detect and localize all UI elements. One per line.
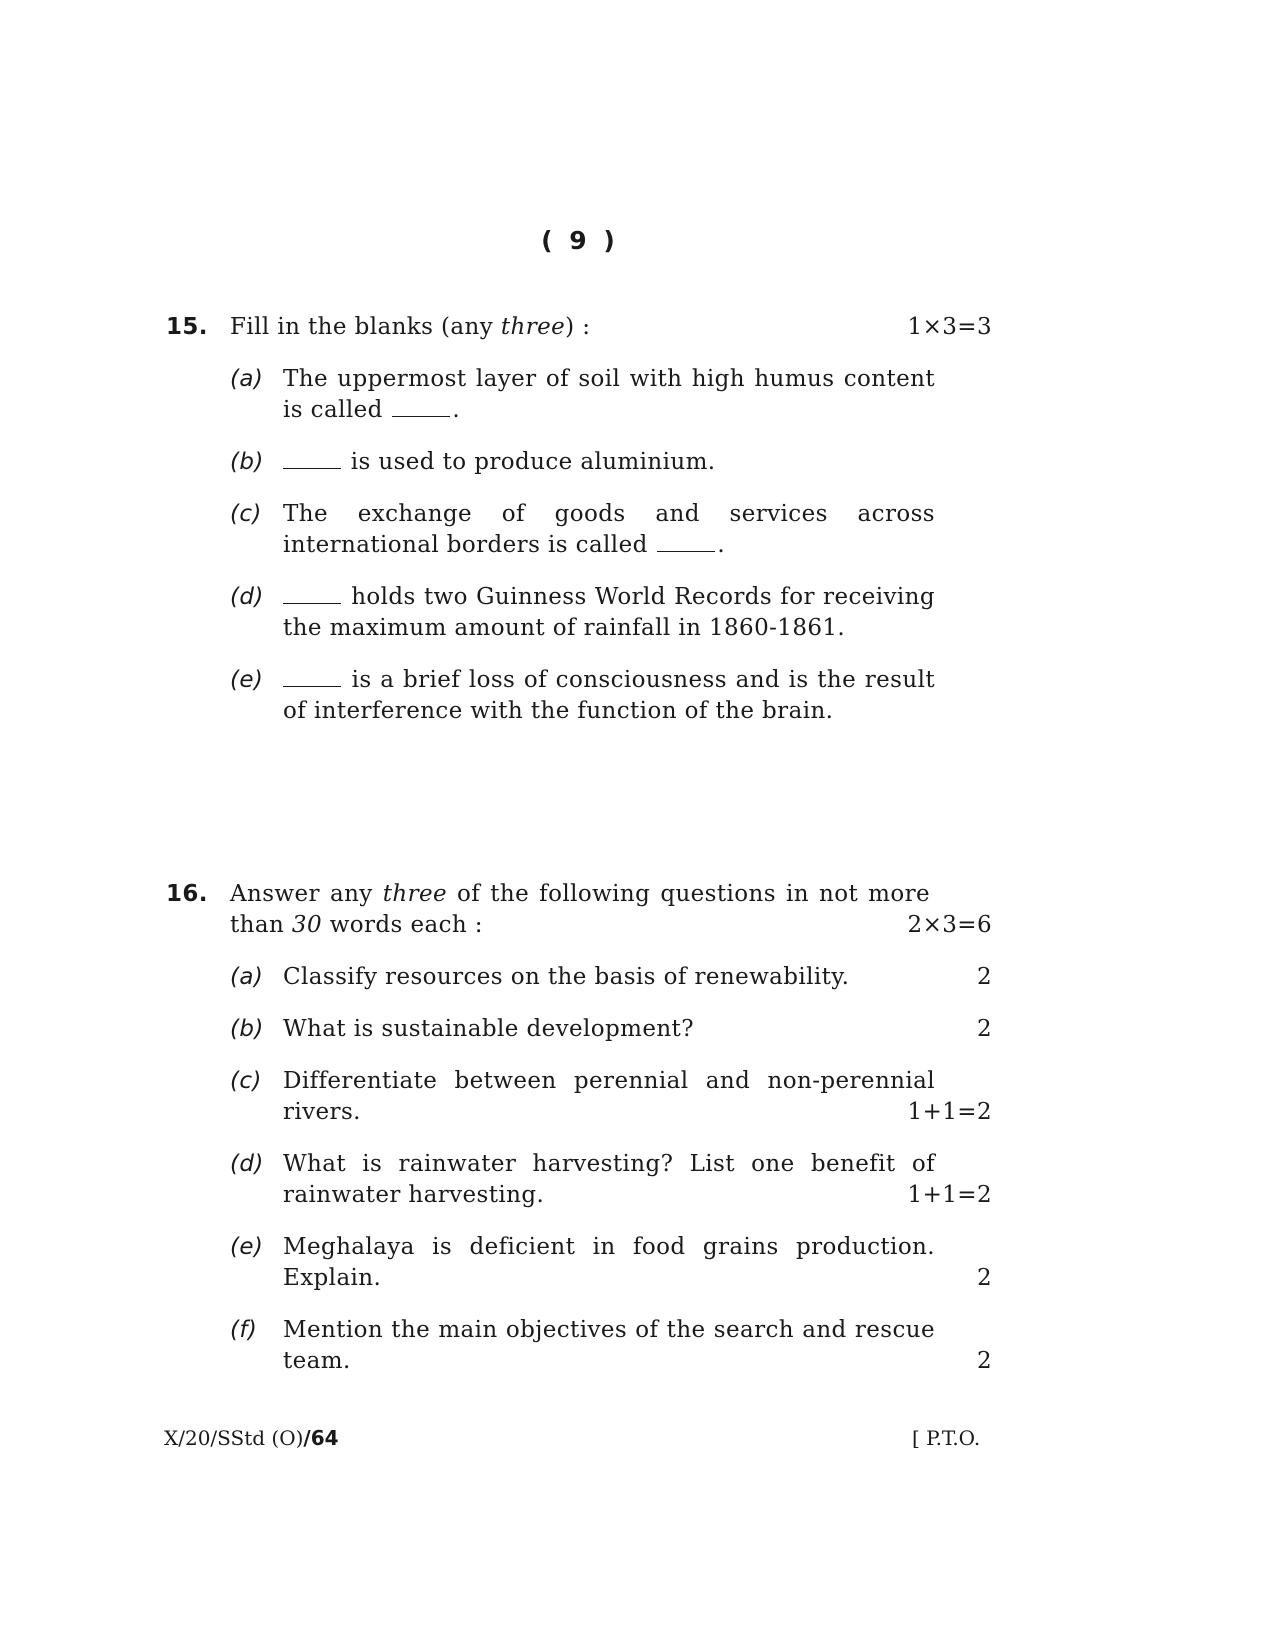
text-part: . [452, 397, 461, 423]
sub-question-text [283, 582, 935, 644]
sub-question-text: What is rainwater harvesting? List one benefit of rainwater harvesting. [283, 1151, 935, 1208]
sub-question-label: (a) [230, 366, 264, 392]
sub-question-marks: 2 [976, 1348, 992, 1374]
sub-question-text: Classify resources on the basis of renewability. [283, 964, 850, 990]
sub-question-label: (c) [230, 501, 262, 527]
sub-question-text [283, 447, 935, 478]
text-part: is a brief loss of consciousness and is the result of interference with the function of the brain. [283, 667, 935, 724]
paper-code-prefix: X/20/SStd (O) [164, 1426, 304, 1450]
sub-question-text [283, 364, 935, 426]
sub-question-label: (e) [230, 1234, 264, 1260]
sub-question-marks: 2 [976, 1265, 992, 1291]
sub-question-text [283, 499, 935, 561]
sub-question-marks: 1+1=2 [907, 1182, 992, 1208]
question-text-part: words each : [321, 912, 483, 938]
sub-question-a [166, 962, 992, 993]
question-15-header [166, 312, 992, 343]
question-number: 15. [166, 314, 208, 340]
sub-question-text: Differentiate between perennial and non-perennial rivers. [283, 1068, 935, 1125]
sub-question-label: (c) [230, 1068, 262, 1094]
question-text-emphasis: 30 [291, 912, 322, 938]
question-15-items [166, 364, 992, 727]
paper-code [164, 1426, 339, 1450]
question-text-part: ) : [565, 314, 591, 340]
question-text-part: Fill in the blanks (any [230, 314, 501, 340]
question-15 [166, 312, 992, 748]
sub-question-label: (b) [230, 1016, 264, 1042]
sub-question-f [166, 1315, 992, 1377]
question-text [230, 879, 930, 941]
sub-question-d [166, 1149, 992, 1211]
sub-question-label: (a) [230, 964, 264, 990]
sub-question-b [166, 447, 992, 478]
text-part: is used to produce aluminium. [343, 449, 716, 475]
question-text-part: Answer any [230, 881, 383, 907]
paper-code-number: /64 [303, 1426, 339, 1450]
question-text [230, 312, 930, 343]
text-part: . [717, 532, 726, 558]
pto-marker: [ P.T.O. [912, 1426, 981, 1450]
sub-question-e [166, 665, 992, 727]
question-text-emphasis: three [500, 314, 566, 340]
text-part: The uppermost layer of soil with high humus content is called [283, 366, 935, 423]
sub-question-c [166, 1066, 992, 1128]
sub-question-label: (e) [230, 667, 264, 693]
sub-question-label: (b) [230, 449, 264, 475]
question-text-emphasis: three [382, 881, 448, 907]
sub-question-b [166, 1014, 992, 1045]
sub-question-label: (d) [230, 1151, 264, 1177]
page-number: ( 9 ) [541, 226, 619, 255]
sub-question-label: (f) [230, 1317, 258, 1343]
text-part: The exchange of goods and services across international borders is called [283, 501, 935, 558]
sub-question-label: (d) [230, 584, 264, 610]
sub-question-text: What is sustainable development? [283, 1016, 694, 1042]
sub-question-d [166, 582, 992, 644]
question-number: 16. [166, 881, 208, 907]
sub-question-text: Meghalaya is deficient in food grains production. Explain. [283, 1234, 935, 1291]
sub-question-c [166, 499, 992, 561]
blank-line [283, 602, 341, 604]
sub-question-marks: 1+1=2 [907, 1099, 992, 1125]
sub-question-marks: 2 [976, 964, 992, 990]
text-part: holds two Guinness World Records for receiving the maximum amount of rainfall in 1860-1861. [283, 584, 935, 641]
question-marks: 1×3=3 [907, 314, 992, 340]
sub-question-marks: 2 [976, 1016, 992, 1042]
question-16 [166, 879, 992, 1398]
blank-line [283, 685, 341, 687]
blank-line [283, 467, 341, 469]
question-text-part: of the following questions in not more than [230, 881, 930, 938]
blank-line [657, 550, 715, 552]
sub-question-text [283, 665, 935, 727]
question-marks: 2×3=6 [907, 912, 992, 938]
sub-question-text: Mention the main objectives of the search and rescue team. [283, 1317, 935, 1374]
question-16-header [166, 879, 992, 941]
question-16-items [166, 962, 992, 1377]
sub-question-a [166, 364, 992, 426]
blank-line [392, 415, 450, 417]
sub-question-e [166, 1232, 992, 1294]
